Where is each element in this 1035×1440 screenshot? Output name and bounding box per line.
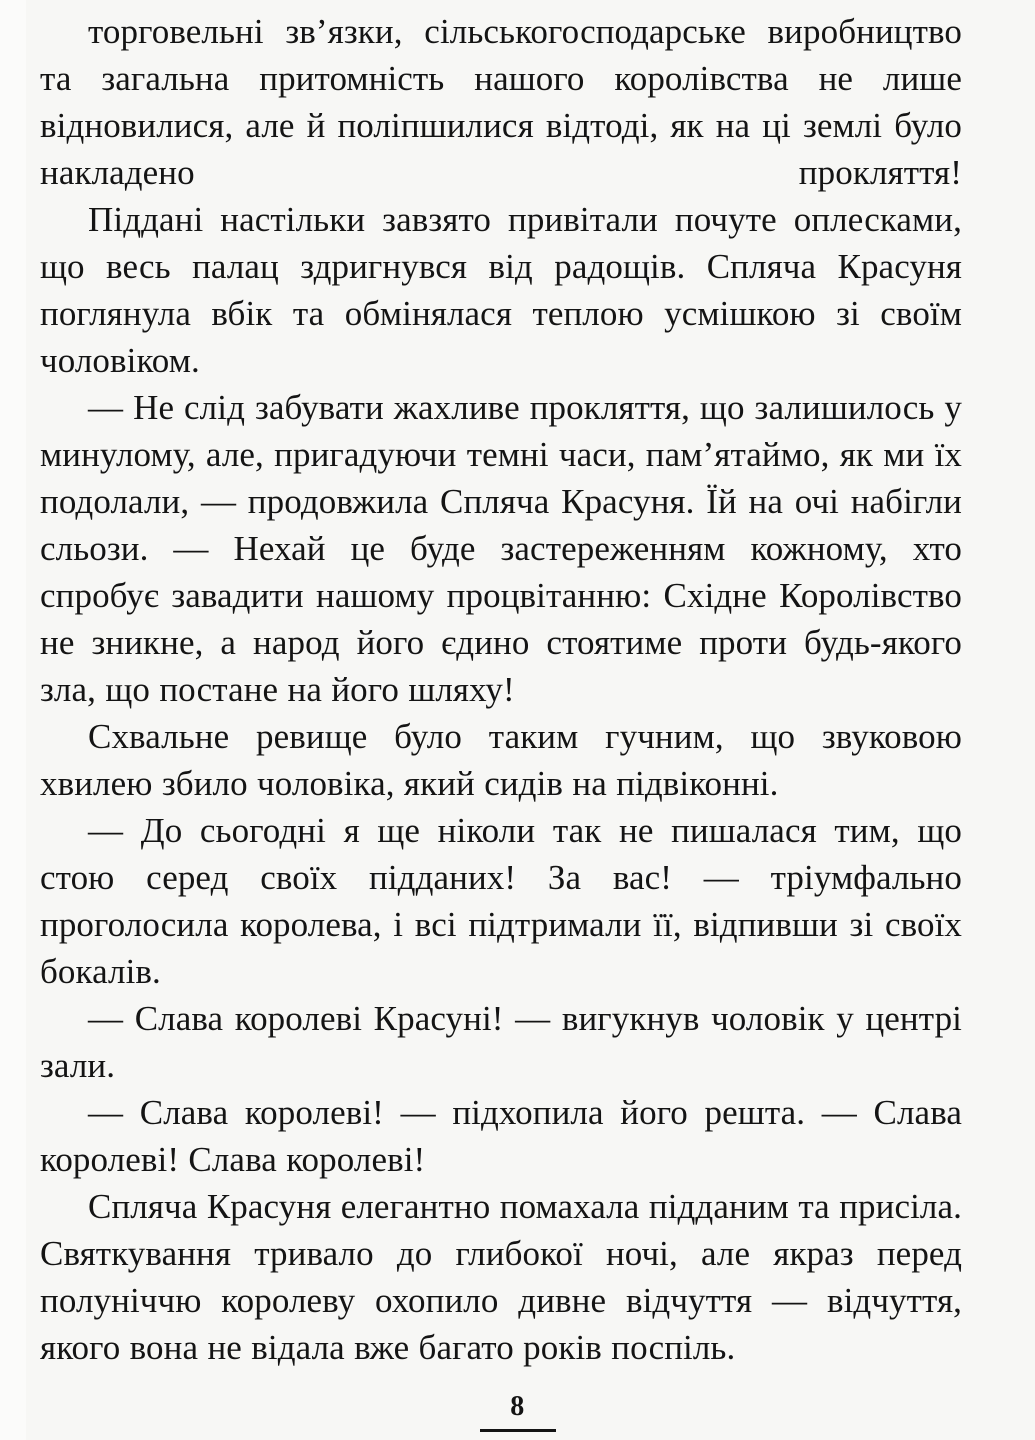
paragraph: — Не слід забувати жахливе прокляття, що залишилось у минулому, але, пригадуючи темні часи, пам’ятаймо, як ми їх подолали, — продовжила Спляча Красуня. Їй на очі набігли сльози. — Нехай це буде застереженням кожному, хто спробує завадити нашому процвітанню: Східне Королівство не зникне, а народ його єдино стоятиме проти будь-якого зла, що постане на його шляху! [40,388,962,709]
paragraph: Спляча Красуня елегантно помахала підданим та присіла. Святкування тривало до глибокої ночі, але якраз перед полуніччю королеву охопило дивне відчуття — відчуття, якого вона не відала вже багато років поспіль. [40,1187,962,1367]
footer-rule [480,1429,556,1432]
page-number: 8 [510,1391,525,1422]
paragraph: — Слава королеві! — підхопила його решта. — Слава королеві! Слава королеві! [40,1093,962,1179]
paragraph: — До сьогодні я ще ніколи так не пишалася тим, що стою серед своїх підданих! За вас! — тріумфально проголосила королева, і всі підтримали її, відпивши зі своїх бокалів. [40,811,962,991]
page-text-block [40,8,962,1371]
paragraph: торговельні зв’язки, сільськогосподарське виробництво та загальна притомність нашого королівства не лише відновилися, але й поліпшилися відтоді, як на ці землі було накладено прокляття! [40,12,962,192]
page-footer [0,1392,1035,1432]
paragraph: — Слава королеві Красуні! — вигукнув чоловік у центрі зали. [40,999,962,1085]
paragraph: Схвальне ревище було таким гучним, що звуковою хвилею збило чоловіка, який сидів на підвіконні. [40,717,962,803]
paragraph: Піддані настільки завзято привітали почуте оплесками, що весь палац здригнувся від радощів. Спляча Красуня поглянула вбік та обмінялася теплою усмішкою зі своїм чоловіком. [40,200,962,380]
page-gutter [0,0,26,1440]
